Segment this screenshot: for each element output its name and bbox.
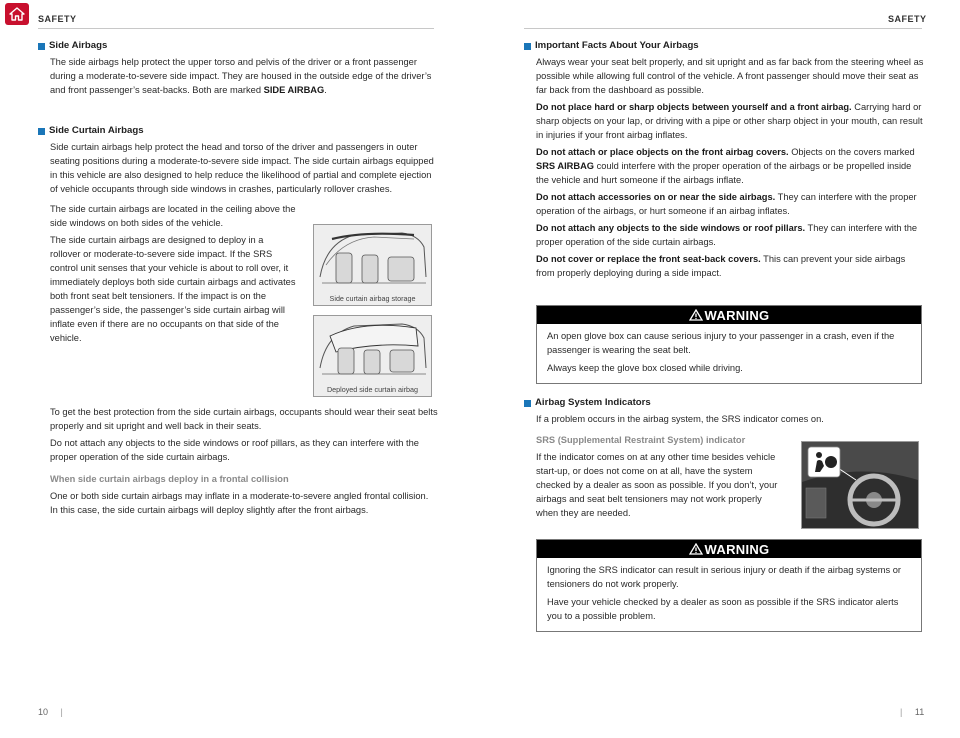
section-marker-icon [38,128,45,135]
side-curtain-paragraph-2: The side curtain airbags are located in the ceiling above the side windows on both sides of the vehicle. [50,204,296,228]
left-page-number: 10 [38,707,49,717]
side-airbags-heading: Side Airbags [38,39,438,53]
left-header-label: SAFETY [38,14,77,24]
side-curtain-paragraph-1: Side curtain airbags help protect the head and torso of the driver and passengers in outer seating positions during a moderate-to-severe side impact. The side curtain airbags equipped in this vehicle are also designed to help reduce the likelihood of partial and complete ejection of vehicle occupants through side windows in crashes, particularly rollover crashes. [50,142,434,194]
facts-paragraph-1: Always wear your seat belt properly, and sit upright and as far back from the steering wheel as possible while allowing full control of the vehicle. A front passenger should move their seat as far back from the dashboard as possible. [536,57,924,95]
warning-1-text-1: An open glove box can cause serious injury to your passenger in a crash, even if the passenger is wearing the seat belt. [547,331,895,355]
important-facts-heading: Important Facts About Your Airbags [524,39,924,53]
facts-paragraph-2: Do not place hard or sharp objects between yourself and a front airbag. Carrying hard or sharp objects on your lap, or driving with a pipe or other sharp object in your mouth, can result in injuries if your front airbag inflates. [536,102,923,140]
indicators-paragraph-1: If a problem occurs in the airbag system, the SRS indicator comes on. [536,414,824,424]
side-curtain-paragraph-4: To get the best protection from the side curtain airbags, occupants should wear their seat belts properly and sit upright and well back in their seats. [50,407,438,431]
important-facts-section [524,39,924,283]
warning-box-glove-box [536,305,922,384]
side-curtain-continued [38,405,438,520]
deployed-airbag-illustration [314,316,431,386]
side-curtain-paragraph-3: The side curtain airbags are designed to deploy in a rollover or moderate-to-severe side impact. If the SRS control unit senses that your vehicle is about to roll over, it immediately deploys both side curtain airbags and activates both front seat belt tensioners. If the impact is on the passenger’s side, the passenger’s side curtain airbag will inflate even if there are no occupants on that side of the vehicle. [50,235,296,343]
indicators-paragraph-2: If the indicator comes on at any other time besides vehicle start-up, or does not come on at all, have the system checked by a dealer as soon as possible. If you don’t, your airbags and seat belt tensioners may not work properly when they are needed. [536,452,778,518]
side-curtain-paragraph-6: One or both side curtain airbags may inflate in a moderate-to-severe angled frontal collision. In this case, the side curtain airbags will deploy slightly after the front airbags. [50,491,429,515]
side-curtain-paragraph-5: Do not attach any objects to the side windows or roof pillars, as they can interfere with the proper operation of the side curtain airbags. [50,438,419,462]
facts-paragraph-5: Do not attach any objects to the side windows or roof pillars. They can interfere with the proper operation of the side curtain airbags. [536,223,918,247]
srs-indicator-subheading: SRS (Supplemental Restraint System) indicator [536,435,746,445]
figure-2-caption: Deployed side curtain airbag [326,385,419,394]
warning-triangle-icon [689,309,703,321]
warning-2-text-2: Have your vehicle checked by a dealer as soon as possible if the SRS indicator alerts you to a possible problem. [547,597,899,621]
warning-2-text-1: Ignoring the SRS indicator can result in serious injury or death if the airbag systems or tensioners do not work properly. [547,565,901,589]
section-marker-icon [524,43,531,50]
facts-paragraph-4: Do not attach accessories on or near the side airbags. They can interfere with the proper operation of the airbags, or hurt someone if an airbag inflates. [536,192,917,216]
section-marker-icon [524,400,531,407]
facts-paragraph-6: Do not cover or replace the front seat-back covers. This can prevent your side airbags from properly deploying during a side impact. [536,254,906,278]
right-page-number-group: | 11 [900,707,925,717]
figure-deployed-side-curtain [313,315,432,397]
warning-1-text-2: Always keep the glove box closed while driving. [547,363,743,373]
frontal-collision-subheading: When side curtain airbags deploy in a frontal collision [50,474,289,484]
side-airbags-section [38,39,438,100]
vehicle-interior-illustration [314,225,431,295]
warning-banner: WARNING [537,540,921,558]
dashboard-illustration [802,442,918,528]
right-header-rule [524,28,922,29]
home-icon [9,7,25,21]
right-header-label: SAFETY [888,14,927,24]
warning-banner: WARNING [537,306,921,324]
side-curtain-heading: Side Curtain Airbags [38,124,438,138]
left-page-number-group: 10 | [38,707,63,717]
figure-1-caption: Side curtain airbag storage [329,294,416,303]
facts-paragraph-3: Do not attach or place objects on the front airbag covers. Objects on the covers marked SRS AIRBAG could interfere with the proper operation of the airbags or be propelled inside the vehicle and hurt someone if the airbags inflate. [536,147,915,185]
figure-srs-indicator-dashboard [801,441,919,529]
left-header-rule [38,28,434,29]
home-button[interactable] [5,3,29,25]
right-page-number: 11 [914,707,925,717]
warning-triangle-icon [689,543,703,555]
warning-box-srs-indicator [536,539,922,632]
figure-side-curtain-storage [313,224,432,306]
indicators-heading: Airbag System Indicators [524,396,924,410]
side-airbags-paragraph: The side airbags help protect the upper torso and pelvis of the driver or a front passenger during a moderate-to-severe side impact. They are housed in the outside edge of the driver’s and front passenger’s seat-backs. Both are marked SIDE AIRBAG. [50,57,432,95]
section-marker-icon [38,43,45,50]
